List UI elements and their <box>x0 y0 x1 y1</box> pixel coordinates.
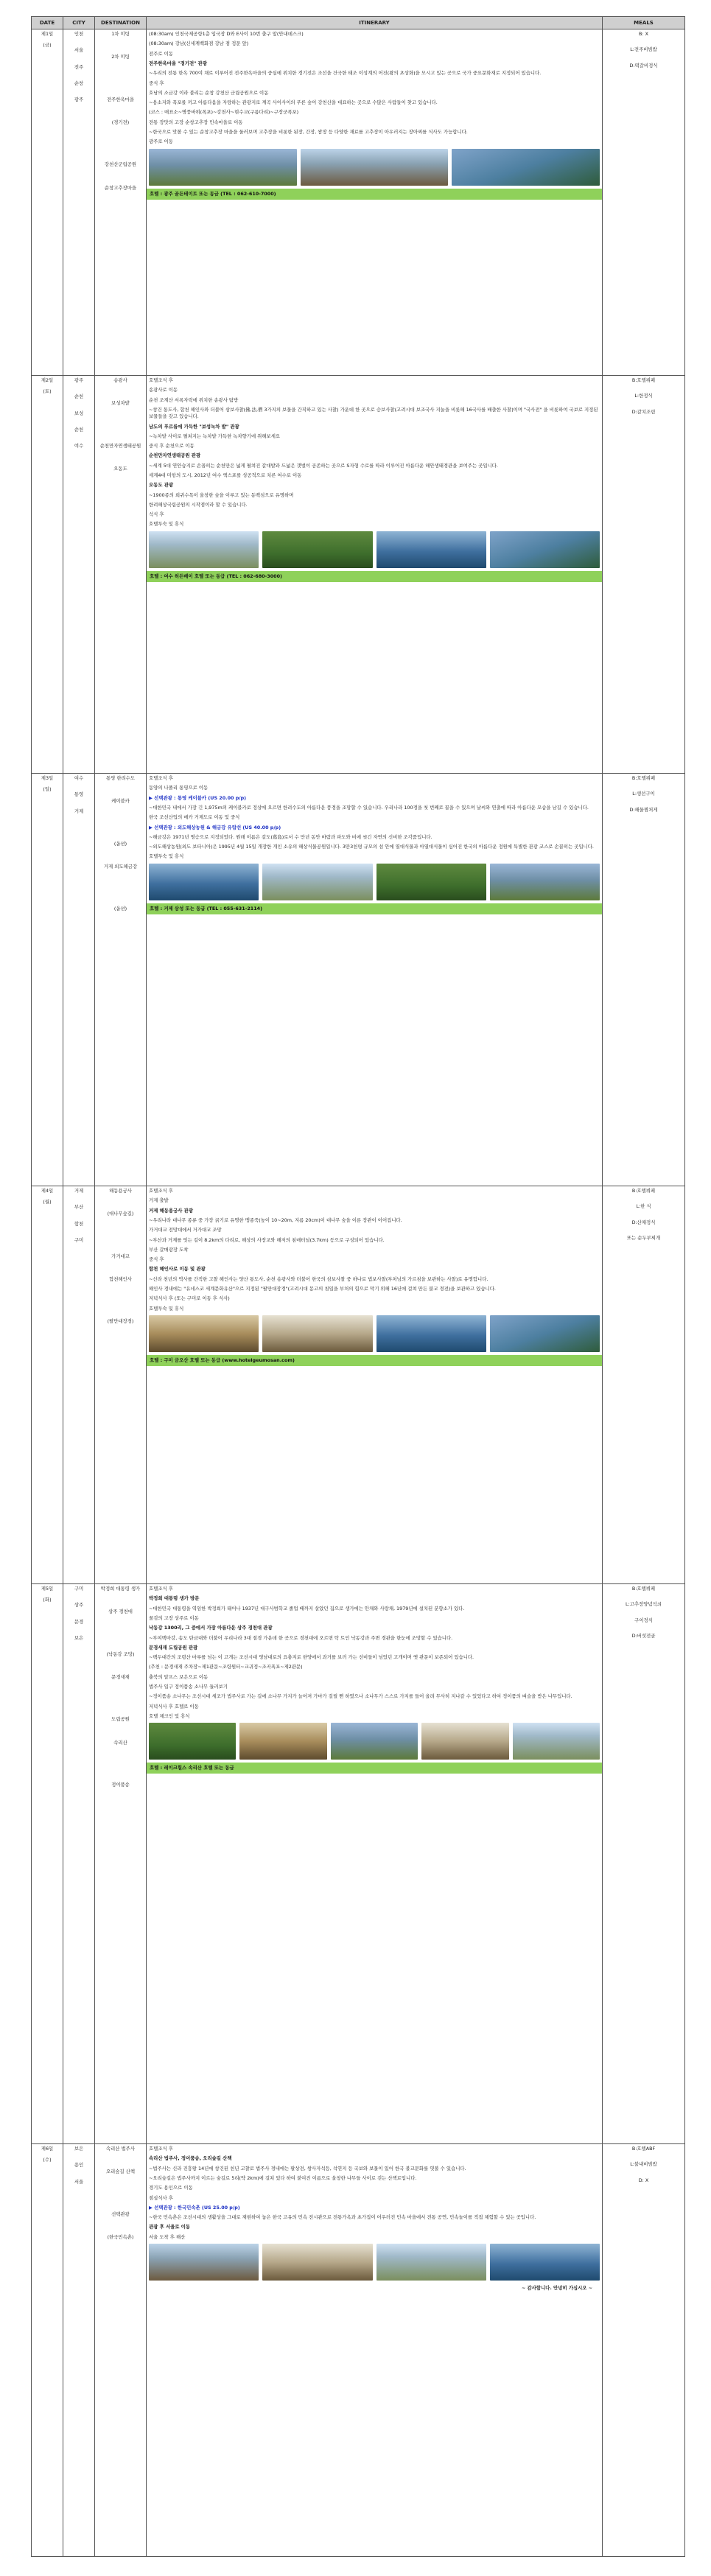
city-name: 거제 <box>74 808 84 814</box>
day-number: 제1일 <box>41 31 54 38</box>
photo-image <box>490 2244 600 2281</box>
day-itinerary <box>147 2144 603 2557</box>
itinerary-line: ~창건 통도사, 합천 해인사와 더불어 삼보사찰(佛,法,僧 3가지의 보물을 간직하고 있는 사찰) 가운데 한 곳으로 승보사찰(고려시대 보조국사 지눌을 비롯해 16국사를 배출한 사찰)이며 "국사전" 을 비롯하여 국보로 지정된 보물들을 갖고 있습니다. <box>149 406 598 420</box>
day-row <box>32 1584 685 2144</box>
header-city: CITY <box>63 17 95 29</box>
itinerary-line: (08:30am) 인천국제공항1층 입국장 D와 E사이 10번 출구 앞(안내데스크) <box>149 31 304 38</box>
photo-image <box>149 1723 236 1760</box>
meal-item: D:산채정식 <box>631 1219 656 1225</box>
meal-item: 구이정식 <box>634 1617 653 1623</box>
itinerary-line: 해인사 경내에는 "유네스코 세계문화유산"으로 지정된 "팔만대장경"(고려시대 몽고의 침입을 부처의 힘으로 막기 위해 16년에 걸쳐 만든 불교 경전)을 보관하고 있습니다. <box>149 1285 496 1292</box>
photo-image <box>262 2244 372 2281</box>
itinerary-line: 한국 조선산업의 메카 거제도로 이동 및 중식 <box>149 814 240 821</box>
photo-image <box>376 864 486 900</box>
itinerary-line: ▶ 선택관광 : 외도해상농원 & 해금강 유람선 (US 40.00 p/p) <box>149 824 281 830</box>
city-name: 순천 <box>74 426 84 433</box>
itinerary-line: 부산 갈매광장 도착 <box>149 1246 189 1253</box>
hotel-bar: 호텔 : 여수 히든베이 호텔 또는 동급 (TEL : 062-680-3000) <box>147 571 602 582</box>
itinerary-line: 낙동강 1300리, 그 중에서 가장 아름다운 상주 경천대 관광 <box>149 1625 273 1631</box>
city-name: 광주 <box>74 97 84 103</box>
itinerary-line: 순천 조계산 서록자락에 위치한 송광사 탐방 <box>149 396 239 403</box>
city-name: 합천 <box>74 1220 84 1227</box>
city-name: 여수 <box>74 443 84 449</box>
day-itinerary <box>147 29 603 376</box>
itinerary-line: ~백두대간의 조령산 마루를 넘는 이 고개는 조선시대 영남대로의 요충지로 한양에서 과거를 보러 가는 선비들이 넘었던 고개이며 옛 관문이 보존되어 있습니다. <box>149 1654 474 1661</box>
photo-image <box>301 149 449 186</box>
meal-item: D:버섯전골 <box>631 1632 656 1639</box>
day-number: 제6일 <box>41 2146 54 2152</box>
itinerary-line: ~세계 5대 연안습지로 손꼽히는 순천만은 넓게 펼쳐진 갈대밭과 드넓은 갯벌이 공존하는 곳으로 S자형 수로를 따라 이루어진 아름다운 해안생태경관을 보여주는 곳입니다. <box>149 462 498 469</box>
day-destinations <box>95 376 147 774</box>
day-row <box>32 1186 685 1584</box>
itinerary-line: ~한국으로 맛볼 수 있는 순창고추장 마을을 둘러보며 고추장을 비롯한 된장, 간장, 쌈장 등 다양한 재료를 고추장이 아우러지는 장아찌를 식사도 가능합니다. <box>149 128 468 135</box>
photo-image <box>376 531 486 568</box>
photo-image <box>376 1315 486 1352</box>
header-row <box>32 17 685 29</box>
city-name: 보은 <box>74 2146 84 2152</box>
itinerary-line: 호텔투숙 및 휴식 <box>149 853 184 860</box>
itinerary-line: 중식 후 순천으로 이동 <box>149 443 195 449</box>
destination-name: 순창고추장마을 <box>104 184 137 191</box>
photo-image <box>262 531 372 568</box>
itinerary-line: 전주한옥마을 "경기전" 관광 <box>149 60 208 66</box>
itinerary-line: ~법주사는 신라 진흥왕 14년에 창건된 천년 고찰로 법주사 경내에는 팔상전, 쌍사자석등, 석연지 등 국보와 보물이 있어 한국 불교문화를 엿볼 수 있습니다. <box>149 2165 466 2171</box>
photo-image <box>262 864 372 900</box>
meal-item: B:호텔뷔페 <box>631 1586 656 1592</box>
itinerary-line: 저녁식사 후 호텔로 이동 <box>149 1703 199 1709</box>
day-date <box>32 29 63 376</box>
day-number: 제3일 <box>41 775 54 782</box>
day-of-week: (화) <box>43 1597 52 1603</box>
city-name: 부산 <box>74 1204 84 1211</box>
photo-image <box>149 531 259 568</box>
photo-image <box>149 864 259 900</box>
photo-image <box>452 149 600 186</box>
photo-image <box>149 2244 259 2281</box>
city-name: 보은 <box>74 1634 84 1641</box>
city-name: 용인 <box>74 2162 84 2169</box>
city-name: 순창 <box>74 80 84 86</box>
city-name: 통영 <box>74 791 84 798</box>
destination-name: (한국민속촌) <box>107 2233 134 2240</box>
itinerary-line: ▶ 선택관광 : 통영 케이블카 (US 20.00 p/p) <box>149 794 247 801</box>
city-name: 광주 <box>74 377 84 384</box>
photo-strip <box>149 1723 600 1760</box>
header-itinerary: ITINERARY <box>147 17 603 29</box>
destination-name: 케이블카 <box>111 798 130 805</box>
itinerary-line: 호텔 체크인 및 휴식 <box>149 1712 190 1719</box>
photo-image <box>490 1315 600 1352</box>
itinerary-line: 점심식사 후 <box>149 2194 173 2201</box>
itinerary-line: ▶ 선택관광 : 한국민속촌 (US 25.00 p/p) <box>149 2204 240 2211</box>
itinerary-table <box>31 16 685 2557</box>
photo-image <box>490 864 600 900</box>
itinerary-line: 충북의 알프스 보은으로 이동 <box>149 1673 209 1680</box>
day-meals <box>603 1186 685 1584</box>
day-meals <box>603 29 685 376</box>
day-meals <box>603 376 685 774</box>
city-name: 서울 <box>74 47 84 54</box>
itinerary-line: 중식 후 <box>149 80 164 86</box>
itinerary-line: 오동도 관광 <box>149 482 174 489</box>
itinerary-line: ~부산과 거제를 잇는 길이 8.2km의 다리로, 해상의 사장교와 해저의 침매터널(3.7km) 등으로 구성되어 있습니다. <box>149 1236 385 1243</box>
itinerary-line: 호텔조식 후 <box>149 2146 173 2152</box>
photo-image <box>331 1723 418 1760</box>
city-name: 구미 <box>74 1586 84 1592</box>
city-name: 보성 <box>74 410 84 416</box>
hotel-bar: 호텔 : 구미 금오산 호텔 또는 동급 (www.hotelgeumosan.com) <box>147 1355 602 1366</box>
meal-item: L:고추장양념석쇠 <box>626 1601 662 1608</box>
destination-name: 오리숲길 산책 <box>105 2169 136 2175</box>
destination-name: 강천산군립공원 <box>104 161 137 168</box>
day-of-week: (토) <box>43 388 52 395</box>
meal-item: L:한 식 <box>636 1203 651 1210</box>
photo-image <box>149 149 297 186</box>
city-name: 거제 <box>74 1188 84 1194</box>
city-name: 서울 <box>74 2178 84 2185</box>
header-date: DATE <box>32 17 63 29</box>
destination-name: 통영 한려수도 <box>105 775 136 782</box>
destination-name: 오동도 <box>113 465 127 472</box>
itinerary-line: 관광 후 서울로 이동 <box>149 2224 191 2230</box>
destination-name: 해동용궁사 <box>109 1188 132 1194</box>
day-cities <box>63 774 95 1186</box>
destination-name: 가거대교 <box>111 1253 130 1259</box>
day-meals <box>603 774 685 1186</box>
day-destinations <box>95 2144 147 2557</box>
day-date <box>32 1186 63 1584</box>
day-cities <box>63 1584 95 2144</box>
itinerary-line: 남도의 푸르름에 가득한 "보성녹차 밭" 관광 <box>149 423 239 430</box>
meal-item: L:불내비빔밥 <box>630 2161 657 2168</box>
itinerary-line: 광주로 이동 <box>149 139 173 145</box>
day-meals <box>603 1584 685 2144</box>
itinerary-line: (08:30am) 강남(신세계백화점 강남 점 정문 앞) <box>149 41 249 47</box>
day-date <box>32 1584 63 2144</box>
photo-image <box>149 1315 259 1352</box>
itinerary-line: ~정이품송 소나무는 조선시대 세조가 법주사로 가는 길에 소나무 가지가 늘어져 가마가 걸릴 뻔 하였으나 소나무가 스스로 가지를 들어 올려 무사히 지나갈 수 있었다고 하여 정이품의 벼슬을 받은 나무입니다. <box>149 1693 572 1700</box>
itinerary-line: ~1900종의 희귀수목이 울창한 숲을 이루고 있는 동백섬으로 유명하며 <box>149 491 294 498</box>
meal-item: B: X <box>639 31 648 38</box>
itinerary-line: ~우리의 전통 한옥 700여 채로 이루어진 전주한옥마을의 중심에 위치한 경기전은 조선을 건국한 태조 이성계의 어진(왕의 초상화)을 모시고 있는 곳으로 국가 중요문화재로 지정되어 있습니다. <box>149 70 542 77</box>
itinerary-line: ~외도해상농원(외도 보타니아)은 1995년 4월 15일 개장한 개인 소유의 해상식물공원입니다. 3만3천평 규모의 섬 안에 열대식물과 아열대식물이 심어진 한국의 아름다운 정원에 특별한 관광 코스로 손꼽히는 곳입니다. <box>149 844 594 850</box>
itinerary-line: ~부여백마강, 송도 탄금대와 더불어 우리나라 3대 절경 가운데 한 곳으로 경천대에 오르면 탁 트인 낙동강과 주변 경관을 한눈에 조망할 수 있습니다. <box>149 1634 453 1641</box>
day-of-week: (일) <box>43 786 52 793</box>
itinerary-sheet <box>31 16 685 2557</box>
day-itinerary <box>147 774 603 1186</box>
day-destinations <box>95 29 147 376</box>
city-name: 여수 <box>74 775 84 782</box>
day-date <box>32 2144 63 2557</box>
meal-item: L:생선구이 <box>632 791 655 797</box>
itinerary-line: ~대한민국 대통령을 역임한 박정희가 태어나 1937년 대구사범학교 졸업 때까지 살았던 집으로 생가에는 안채와 사랑채, 1979년에 설치된 분향소가 있다. <box>149 1605 465 1611</box>
itinerary-line: 순천만자연생태공원 관광 <box>149 452 201 459</box>
day-destinations <box>95 1584 147 2144</box>
itinerary-line: 문경새재 도립공원 관광 <box>149 1644 198 1651</box>
destination-name: 속리산 법주사 <box>105 2146 136 2152</box>
destination-name: 거제 외도해금강 <box>103 863 138 869</box>
day-cities <box>63 376 95 774</box>
destination-name: 상주 경천대 <box>108 1609 133 1615</box>
itinerary-line: 호남의 소금강 이라 불리는 순창 강천산 군립공원으로 이동 <box>149 89 269 96</box>
destination-name: 선택관광 <box>111 2211 130 2217</box>
itinerary-line: 저녁식사 후 (또는 구미로 이동 후 식사) <box>149 1295 230 1302</box>
destination-name: 순천만자연생태공원 <box>99 442 141 449</box>
photo-image <box>513 1723 600 1760</box>
itinerary-line: ~오리숲길은 법주사까지 이르는 숲길로 5리(약 2km)에 걸쳐 있다 하여 붙여진 이름으로 울창한 나무들 사이로 걷는 산책로입니다. <box>149 2174 417 2181</box>
itinerary-line: 중식 후 <box>149 1256 164 1263</box>
itinerary-line: (코스 : 매표소~병풍바위(폭포)~강천사~현수교(구름다리)~구장군폭포) <box>149 109 299 116</box>
itinerary-line: 가거대교 전망대에서 거가대교 조망 <box>149 1227 222 1233</box>
destination-name: 도립공원 <box>111 1716 130 1723</box>
day-itinerary <box>147 1186 603 1584</box>
itinerary-line: 박정희 대통령 생가 방문 <box>149 1595 200 1602</box>
photo-image <box>239 1723 326 1760</box>
meal-item: D:갈치조림 <box>631 408 656 415</box>
day-row <box>32 2144 685 2557</box>
destination-name: 박정희 대통령 생가 <box>100 1586 141 1592</box>
destination-name: (옵션) <box>113 840 127 847</box>
itinerary-line: 한려해상국립공원의 시작점이라 할 수 있습니다. <box>149 501 248 508</box>
itinerary-line: 속리산 법주사, 정이품송, 오리숲길 산책 <box>149 2155 232 2162</box>
destination-name: 정이품송 <box>111 1781 130 1788</box>
destination-name: 보성차밭 <box>111 400 130 407</box>
itinerary-line: 법주사 입구 정이품송 소나무 둘러보기 <box>149 1683 228 1690</box>
meal-item: L:한정식 <box>634 393 653 399</box>
meal-item: B:호텔ABF <box>631 2146 656 2152</box>
day-number: 제4일 <box>41 1188 54 1194</box>
photo-strip <box>149 1315 600 1352</box>
itinerary-line: 동양의 나폴리 통영으로 이동 <box>149 785 209 791</box>
day-itinerary <box>147 376 603 774</box>
day-row <box>32 29 685 376</box>
day-cities <box>63 29 95 376</box>
day-destinations <box>95 1186 147 1584</box>
itinerary-line: 전통 장맛의 고장 순창고추장 민속마을로 이동 <box>149 119 243 125</box>
city-name: 구미 <box>74 1236 84 1243</box>
photo-image <box>490 531 600 568</box>
meal-item: B:호텔뷔페 <box>631 775 656 782</box>
photo-image <box>421 1723 508 1760</box>
hotel-bar: 호텔 : 거제 삼성 또는 동급 (TEL : 055-631-2114) <box>147 903 602 914</box>
day-itinerary <box>147 1584 603 2144</box>
header-destination: DESTINATION <box>95 17 147 29</box>
destination-name: (팔만대장경) <box>107 1318 134 1325</box>
meal-item: D:떡갈비정식 <box>629 62 658 69</box>
meal-item: B:호텔뷔페 <box>631 1188 656 1194</box>
itinerary-line: 세계4대 미항의 도시, 2012년 여수 엑스포를 성공적으로 치른 여수로 이동 <box>149 472 302 478</box>
destination-name: (대나무숲길) <box>107 1211 134 1217</box>
meal-item: L:전주비빔밥 <box>630 46 657 53</box>
itinerary-line: 전주로 이동 <box>149 50 173 57</box>
photo-strip <box>149 2244 600 2281</box>
itinerary-line: 거제 출발 <box>149 1197 169 1204</box>
itinerary-line: 송광사로 이동 <box>149 387 178 393</box>
destination-name: (낙동강 조망) <box>106 1651 135 1657</box>
day-of-week: (월) <box>43 1199 52 1205</box>
destination-name: 2차 미팅 <box>111 54 130 60</box>
itinerary-line: 호텔투숙 및 휴식 <box>149 1305 184 1312</box>
itinerary-line: ~해금강은 1971년 명승으로 지정되었다. 원래 이름은 갈도(葛島)로서 수 만년 동안 바람과 파도와 비에 씻긴 자연의 신비한 조각품입니다. <box>149 833 432 840</box>
itinerary-line: 호텔조식 후 <box>149 377 173 384</box>
city-name: 순천 <box>74 393 84 400</box>
itinerary-line: ~녹차밭 사이로 펼쳐지는 녹차밭 가득한 녹차향기에 취해보세요 <box>149 433 281 439</box>
day-row <box>32 774 685 1186</box>
itinerary-line: 호텔투숙 및 휴식 <box>149 521 184 528</box>
itinerary-line: ~우리나라 대나무 종류 중 가장 굵기로 유명한 맹종죽(높이 10~20m, 지름 20cm)이 대나무 숲을 이룬 장관이 이어집니다. <box>149 1217 402 1223</box>
destination-name: 문경새재 <box>111 1673 130 1680</box>
city-name: 인천 <box>74 31 84 38</box>
itinerary-line: 석식 후 <box>149 511 164 518</box>
day-meals <box>603 2144 685 2557</box>
itinerary-line: ~용소지와 폭포를 끼고 아름다움을 자랑하는 관광지로 계곡 사이사이의 푸른 숲이 강천산을 대표하는 곳으로 수많은 사람들이 찾고 있습니다. <box>149 99 438 106</box>
day-number: 제2일 <box>41 377 54 384</box>
itinerary-line: 꿀검의 고장 상주로 이동 <box>149 1614 199 1621</box>
city-name: 전주 <box>74 63 84 70</box>
photo-strip <box>149 149 600 186</box>
hotel-bar: 호텔 : 광주 골든테이트 또는 동급 (TEL : 062-610-7000) <box>147 189 602 200</box>
hotel-bar: 호텔 : 레이크힐스 속리산 호텔 또는 동급 <box>147 1763 602 1774</box>
closing-message: ~ 감사합니다. 안녕히 가십시오 ~ <box>521 2284 592 2291</box>
itinerary-line: 합천 해인사로 이동 및 관광 <box>149 1266 206 1273</box>
photo-strip <box>149 864 600 900</box>
day-cities <box>63 1186 95 1584</box>
destination-name: 합천해인사 <box>109 1275 132 1282</box>
photo-image <box>262 1315 372 1352</box>
itinerary-line: 경기도 용인으로 이동 <box>149 2185 193 2191</box>
day-of-week: (금) <box>43 42 52 49</box>
itinerary-line: (추천 : 문경새재 주차장~제1관문~조령원터~교귀정~조곡폭포~제2관문) <box>149 1664 303 1670</box>
itinerary-line: 호텔조식 후 <box>149 1188 173 1194</box>
day-destinations <box>95 774 147 1186</box>
itinerary-line: 호텔조식 후 <box>149 1586 173 1592</box>
destination-name: 송광사 <box>113 377 127 384</box>
header-meals: MEALS <box>603 17 685 29</box>
destination-name: 전주한옥마을 <box>106 96 135 102</box>
meal-item: D:해물찜처게 <box>629 806 658 813</box>
itinerary-line: ~대한민국 내에서 가장 긴 1,975m의 케이블카로 정상에 오르면 한려수도의 아름다운 풍경을 조망할 수 있습니다. 우리나라 100경을 첫 번째로 꼽을 수 있으며 날씨와 연출에 따라 아름다운 모습을 남길 수 있습니다. <box>149 804 589 811</box>
day-of-week: (수) <box>43 2157 52 2163</box>
itinerary-line: ~신라 천년의 역사를 간직한 고찰 해인사는 양산 통도사, 순천 송광사와 더불어 한국의 삼보사찰 중 하나로 법보사찰(부처님의 가르침을 보관하는 사찰)로 유명합니다. <box>149 1275 488 1282</box>
meal-item: B:호텔뷔페 <box>631 377 656 384</box>
city-name: 상주 <box>74 1602 84 1609</box>
destination-name: (옵션) <box>113 906 127 912</box>
itinerary-line: 서울 도착 후 해산 <box>149 2233 186 2240</box>
meal-item: D: X <box>638 2177 649 2183</box>
day-row <box>32 376 685 774</box>
destination-name: (경기전) <box>111 119 130 125</box>
itinerary-line: 호텔조식 후 <box>149 775 173 782</box>
city-name: 문경 <box>74 1618 84 1625</box>
day-date <box>32 376 63 774</box>
photo-image <box>376 2244 486 2281</box>
day-number: 제5일 <box>41 1586 54 1592</box>
day-date <box>32 774 63 1186</box>
meal-item: 또는 순두부찌개 <box>626 1234 661 1241</box>
itinerary-line: ~한국 민속촌은 조선시대의 생활상을 그대로 재현하여 놓은 한국 고유의 민속 전시관으로 전통가옥과 초가집이 어우러진 민속 마을에서 전통 공연, 민속놀이를 직접 체험할 수 있는 곳입니다. <box>149 2214 536 2221</box>
destination-name: 1차 미팅 <box>111 31 130 38</box>
photo-strip <box>149 531 600 568</box>
destination-name: 속리산 <box>113 1739 127 1746</box>
itinerary-line: 거제 해동용궁사 관광 <box>149 1207 194 1214</box>
day-cities <box>63 2144 95 2557</box>
